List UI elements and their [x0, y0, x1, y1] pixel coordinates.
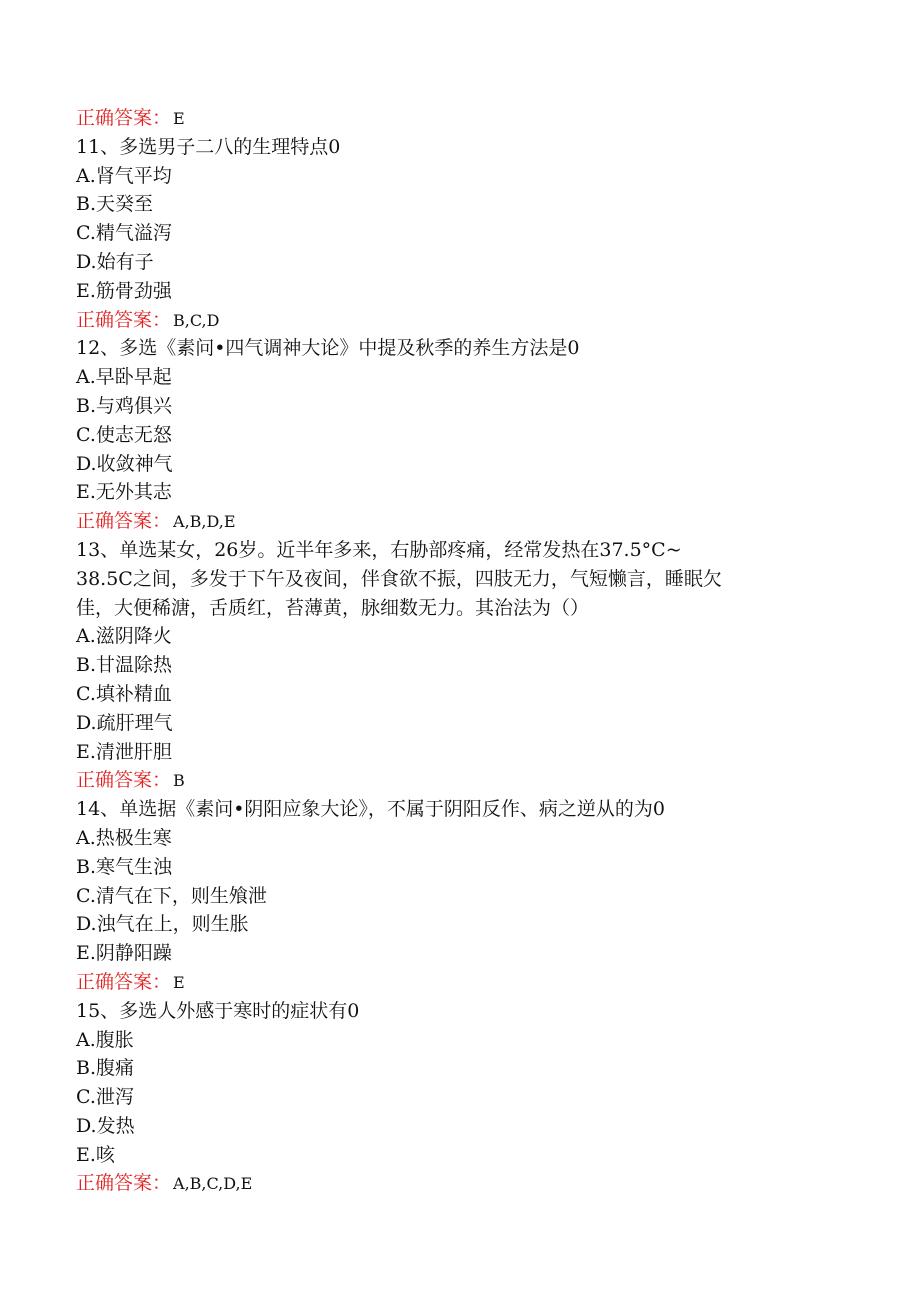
option-b: B.甘温除热: [76, 654, 173, 677]
question-text-line-2: 38.5C之间，多发于下午及夜间，伴食欲不振，四肢无力，气短懒言，睡眠欠: [76, 567, 722, 590]
answer-label: 正确答案：: [76, 510, 172, 533]
option-c: C.清气在下，则生飧泄: [76, 884, 267, 907]
option-d: D.收敛神气: [76, 452, 173, 475]
answer-line-11: [76, 306, 776, 335]
question-15: [76, 997, 776, 1026]
answer-line-14: [76, 968, 776, 997]
question-text: 人外感于寒时的症状有: [157, 999, 348, 1022]
option-c: C.使志无怒: [76, 423, 172, 446]
option-c: C.泄泻: [76, 1086, 134, 1109]
question-11: [76, 133, 776, 162]
question-13: [76, 536, 776, 565]
question-text: 据《素问•阴阳应象大论》，不属于阴阳反作、病之逆从的为: [157, 798, 653, 821]
answer-label: 正确答案：: [76, 970, 172, 993]
answer-value: E: [173, 972, 185, 992]
question-number: 15、: [76, 999, 120, 1022]
question-text: 《素问•四气调神大论》中提及秋季的养生方法是: [157, 337, 568, 360]
option-d: D.疏肝理气: [76, 711, 173, 734]
answer-line-15: [76, 1169, 776, 1198]
option-d: D.发热: [76, 1114, 135, 1137]
question-number: 12、: [76, 337, 120, 360]
answer-value: E: [173, 109, 185, 128]
question-number: 14、: [76, 798, 120, 821]
option-e: E.筋骨劲强: [76, 279, 172, 302]
question-text-line-3: 佳，大便稀溏，舌质红，苔薄黄，脉细数无力。其治法为（）: [76, 596, 590, 619]
answer-line-13: [76, 766, 776, 795]
answer-line-12: [76, 507, 776, 536]
option-e: E.阴静阳躁: [76, 942, 172, 965]
question-text-line-1: 某女，26岁。近半年多来，右胁部疼痛，经常发热在37.5°C~: [157, 538, 682, 561]
question-type: 单选: [119, 798, 158, 821]
question-12: [76, 334, 776, 363]
option-c: C.填补精血: [76, 682, 172, 705]
option-a: A.肾气平均: [76, 164, 172, 187]
option-b: B.寒气生浊: [76, 855, 173, 878]
option-e: E.咳: [76, 1143, 115, 1166]
answer-label: 正确答案：: [76, 308, 172, 331]
option-d: D.始有子: [76, 250, 154, 273]
answer-value: A,B,D,E: [173, 512, 236, 532]
option-e: E.无外其志: [76, 481, 172, 504]
question-type: 多选: [119, 337, 158, 360]
question-type: 多选: [119, 999, 158, 1022]
option-c: C.精气溢泻: [76, 222, 172, 245]
question-14: [76, 795, 776, 824]
question-tail: 0: [567, 337, 580, 360]
question-tail: 0: [347, 999, 360, 1022]
answer-label: 正确答案：: [76, 1172, 172, 1195]
question-number: 13、: [76, 538, 120, 561]
answer-value: B: [173, 771, 185, 791]
document-page: [76, 104, 776, 1198]
question-type: 多选: [119, 135, 158, 158]
question-tail: 0: [328, 135, 341, 158]
answer-value: B,C,D: [173, 310, 220, 330]
question-type: 单选: [119, 538, 158, 561]
option-d: D.浊气在上，则生胀: [76, 913, 249, 936]
question-number: 11、: [76, 135, 120, 158]
answer-line-10: [76, 104, 776, 133]
option-b: B.腹痛: [76, 1057, 135, 1080]
answer-label: 正确答案：: [76, 107, 172, 129]
answer-value: A,B,C,D,E: [173, 1174, 253, 1194]
answer-label: 正确答案：: [76, 769, 172, 792]
option-e: E.清泄肝胆: [76, 740, 172, 763]
option-a: A.早卧早起: [76, 366, 172, 389]
option-a: A.热极生寒: [76, 826, 172, 849]
question-tail: 0: [652, 798, 666, 821]
option-b: B.与鸡俱兴: [76, 394, 173, 417]
option-a: A.滋阴降火: [76, 625, 172, 648]
option-b: B.天癸至: [76, 193, 154, 216]
option-a: A.腹胀: [76, 1028, 134, 1051]
question-text: 男子二八的生理特点: [157, 135, 329, 158]
